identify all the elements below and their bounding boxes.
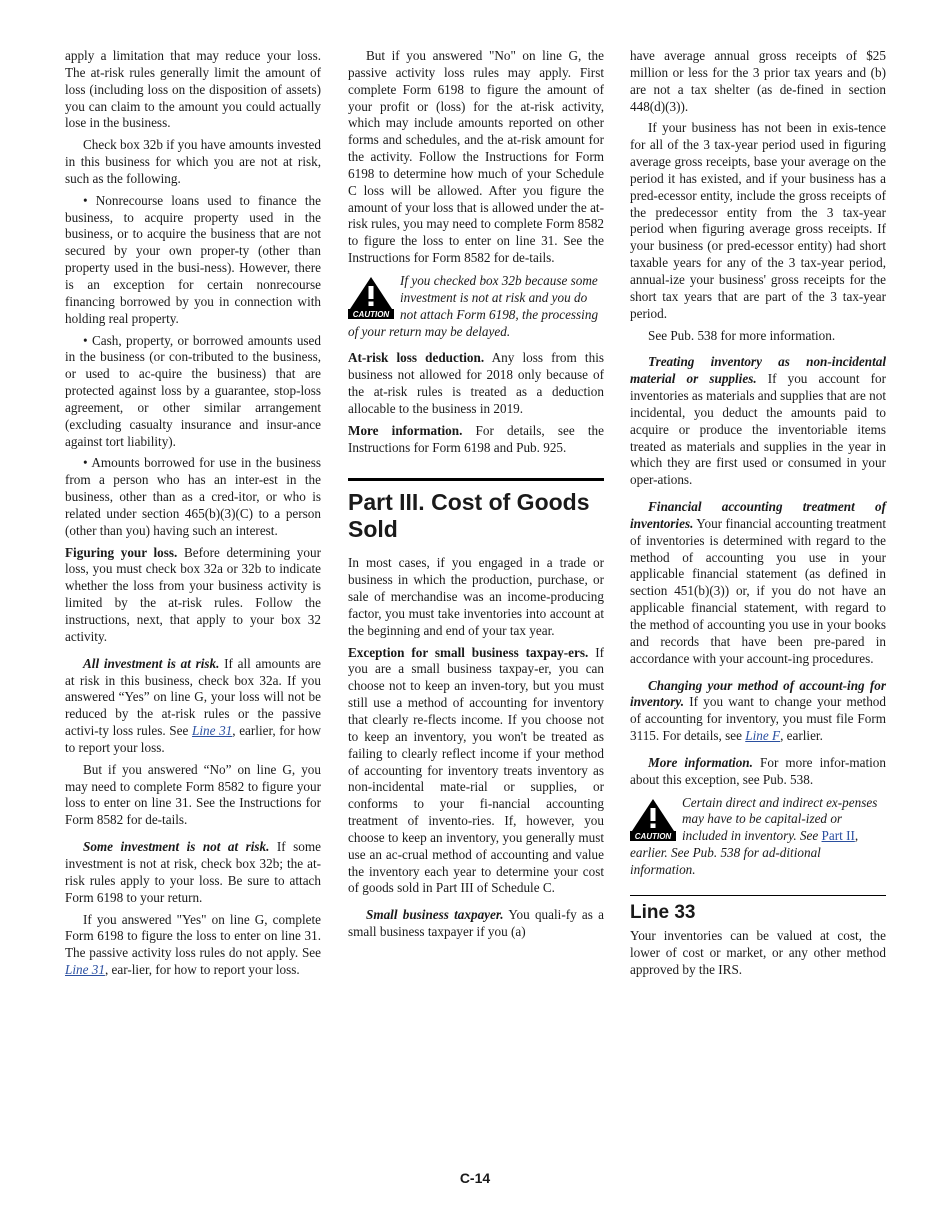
paragraph-text: For more infor-mation about this exception, see Pub. 538. xyxy=(630,754,886,787)
caution-text-part: Certain direct and indirect ex-penses may have to be capital-ized or included in inventory. See xyxy=(682,794,878,844)
run-in-heading: Some investment is not at risk. xyxy=(83,839,270,855)
paragraph: have average annual gross receipts of $25 million or less for the 3 prior tax years and (b) are not a tax shelter (as de-fined in section 448(d)(3)). xyxy=(630,48,886,114)
paragraph: See Pub. 538 for more information. xyxy=(648,327,836,343)
paragraph-text: If you want to change your method of accounting for inventory, you must file Form 3115. For details, see xyxy=(630,694,886,744)
run-in-heading: Figuring your loss. xyxy=(65,544,178,560)
paragraph-text: Before determining your loss, you must check box 32a or 32b to indicate whether the loss from your business activity is limited by the at-risk rules. Follow the instructions, next, that apply to your box 32 activity. xyxy=(65,544,321,644)
line-33-heading: Line 33 xyxy=(630,901,696,923)
paragraph-yes-g xyxy=(65,912,321,979)
paragraph-exception xyxy=(348,645,604,898)
caution-label: CAUTION xyxy=(352,309,390,319)
run-in-heading: More information. xyxy=(648,754,753,770)
paragraph-text: If you are a small business taxpay-er, you can choose not to keep an inven-tory, but you must still use a method of accounting for inventory that clearly re-flects income. If you choose not to keep an inventory, you won't be treated as failing to clearly reflect income if your method of accounting for inventory treats inventory as non-incidental mate-rial or supplies, or conforms to your fi-nancial accounting treatment of invento-ries. If, however, you choose to keep an inventory, you generally must use an ac-crual method of accounting and value the inventory each year to determine your cost of goods sold in Part III of Schedule C. xyxy=(348,644,604,896)
paragraph-text: For details, see the Instructions for Form 6198 and Pub. 925. xyxy=(348,422,604,455)
paragraph-text: If some investment is not at risk, check box 32b; the at-risk rules apply to your loss. Be sure to attach Form 6198 to your return. xyxy=(65,839,321,905)
run-in-heading: More information. xyxy=(348,422,463,438)
paragraph-changing-method xyxy=(630,678,886,745)
paragraph: In most cases, if you engaged in a trade or business in which the production, purchase, or sale of merchandise was an income-producing factor, you must take inventories into account at the beginning and end of your tax year. xyxy=(348,555,604,638)
paragraph-text: , earlier, for how to report your loss. xyxy=(65,723,321,755)
run-in-heading: Changing your method of account-ing for inventory. xyxy=(630,677,886,710)
caution-icon xyxy=(348,275,394,319)
run-in-heading: Exception for small business taxpay-ers. xyxy=(348,644,589,660)
page-number: C-14 xyxy=(459,1170,491,1186)
paragraph-at-risk-deduction xyxy=(348,350,604,417)
bullet-item: • Nonrecourse loans used to finance the business, to acquire property used in the business, or to acquire the business that are not secured by your own proper-ty (other than property used in the busi-ness). However, there is an exception for certain nonrecourse financing borrowed by you in connection with holding real property. xyxy=(65,192,321,326)
paragraph: If your business has not been in exis-tence for all of the 3 tax-year period used in figuring average gross receipts, base your average on the period it has existed, and if your business has a pred-ecessor entity, include the gross receipts of the predecessor entity from the 3 tax-year period when figuring average gross receipts. If your business (or pred-ecessor entity) had short taxable years for any of the 3 tax-year period, annual-ize your business' gross receipts for the short tax years that are part of the 3 tax-year period. xyxy=(630,120,886,321)
paragraph-financial-accounting xyxy=(630,499,886,667)
paragraph-figuring-loss xyxy=(65,545,321,646)
paragraph-text: If you answered "Yes" on line G, complete Form 6198 to figure the loss to enter on line 31. The passive activity loss rules do not apply. See xyxy=(65,911,321,961)
paragraph-small-business xyxy=(348,907,604,941)
caution-text: If you checked box 32b because some investment is not at risk and you do not attach Form 6198, the processing of your return may be delayed. xyxy=(348,272,599,339)
bullet-item: • Amounts borrowed for use in the business from a person who has an inter-est in the business, other than as a cred-itor, or who is related under section 465(b)(3)(C) to a person (other than you) having such an interest. xyxy=(65,455,321,538)
section-divider xyxy=(630,895,886,896)
section-divider xyxy=(348,478,604,481)
run-in-heading: All investment is at risk. xyxy=(83,655,220,671)
paragraph-more-info xyxy=(630,755,886,789)
column-right xyxy=(630,48,886,983)
caution-icon xyxy=(630,797,676,841)
run-in-heading: At-risk loss deduction. xyxy=(348,350,485,366)
paragraph-text: If all amounts are at risk in this business, check box 32a. If you answered “Yes” on line G, your loss will not be reduced by the at-risk rules or the passive activi-ty loss rules. See xyxy=(65,655,321,739)
part-ii-link[interactable]: Part II xyxy=(821,828,855,844)
line-31-link[interactable]: Line 31 xyxy=(191,723,233,739)
paragraph: Your inventories can be valued at cost, the lower of cost or market, or any other method approved by the IRS. xyxy=(630,927,886,977)
run-in-heading: Small business taxpayer. xyxy=(366,907,504,923)
line-31-link[interactable]: Line 31 xyxy=(65,962,105,978)
paragraph: Check box 32b if you have amounts invested in this business for which you are not at risk, such as the following. xyxy=(65,137,321,186)
paragraph-non-incidental xyxy=(630,354,886,489)
caution-note xyxy=(348,273,604,340)
line-f-link[interactable]: Line F xyxy=(745,728,781,744)
column-left xyxy=(65,48,321,984)
paragraph-more-info xyxy=(348,423,604,457)
paragraph-some-not-at-risk xyxy=(65,839,321,906)
section-title: Part III. Cost of Goods Sold xyxy=(348,489,590,543)
paragraph-text: Your financial accounting treatment of inventories is determined with regard to the method of accounting you use in your applicable financial statement (as defined in section 451(b)(3)) or, if you do not have an applicable financial statement, with regard to the method of accounting you use in your books and records that have been pre-pared in accordance with your account-ing procedures. xyxy=(630,515,886,666)
caution-label: CAUTION xyxy=(634,831,672,841)
caution-text-part: , earlier. See Pub. 538 for ad-ditional information. xyxy=(630,828,859,877)
paragraph-text: If you account for inventories as materials and supplies that are not incidental, you deduct the amounts paid to acquire or produce the inventoriable items treated as materials and supplies in the year in which they are first used or consumed in your oper-ations. xyxy=(630,371,886,488)
paragraph-text: , earlier. xyxy=(780,728,823,744)
paragraph-all-at-risk xyxy=(65,656,321,757)
paragraph: But if you answered "No" on line G, the passive activity loss rules may apply. First complete Form 6198 to figure the amount of your profit or (loss) for the at-risk activity, which may include amounts reported on other forms and schedules, and the at-risk amount for the activity. Follow the Instructions for Form 6198 to determine how much of your Schedule C loss will be allowed. After you figure the amount of your loss that is allowed under the at-risk rules, you may need to complete Form 8582 to figure the loss to enter on line 31. See the Instructions for Form 8582 for de-tails. xyxy=(348,48,605,266)
paragraph-text: , ear-lier, for how to report your loss. xyxy=(104,962,300,978)
run-in-heading: Treating inventory as non-incidental material or supplies. xyxy=(630,354,886,387)
paragraph-text: Any loss from this business not allowed for 2018 only because of the at-risk rules is treated as a deduction allocable to the business in 2019. xyxy=(348,350,604,416)
paragraph-text: You quali-fy as a small business taxpayer if you (a) xyxy=(348,907,604,940)
paragraph: apply a limitation that may reduce your loss. The at-risk rules generally limit the amount of loss (including loss on the disposition of assets) you can claim to the amount you could actually lose in the business. xyxy=(65,48,321,131)
run-in-heading: Financial accounting treatment of inventories. xyxy=(630,499,886,531)
bullet-item: • Cash, property, or borrowed amounts used in the business (or con-tributed to the business, or used to ac-quire the business) that are protected against loss by a guarantee, stop-loss agreement, or other similar arrangement (excluding casualty insurance and insur-ance against tort liability). xyxy=(65,332,321,449)
paragraph: But if you answered “No” on line G, you may need to complete Form 8582 to figure your loss to enter on line 31. See the Instructions for Form 8582 for de-tails. xyxy=(65,761,321,828)
caution-note xyxy=(630,795,886,879)
column-middle xyxy=(348,48,604,946)
